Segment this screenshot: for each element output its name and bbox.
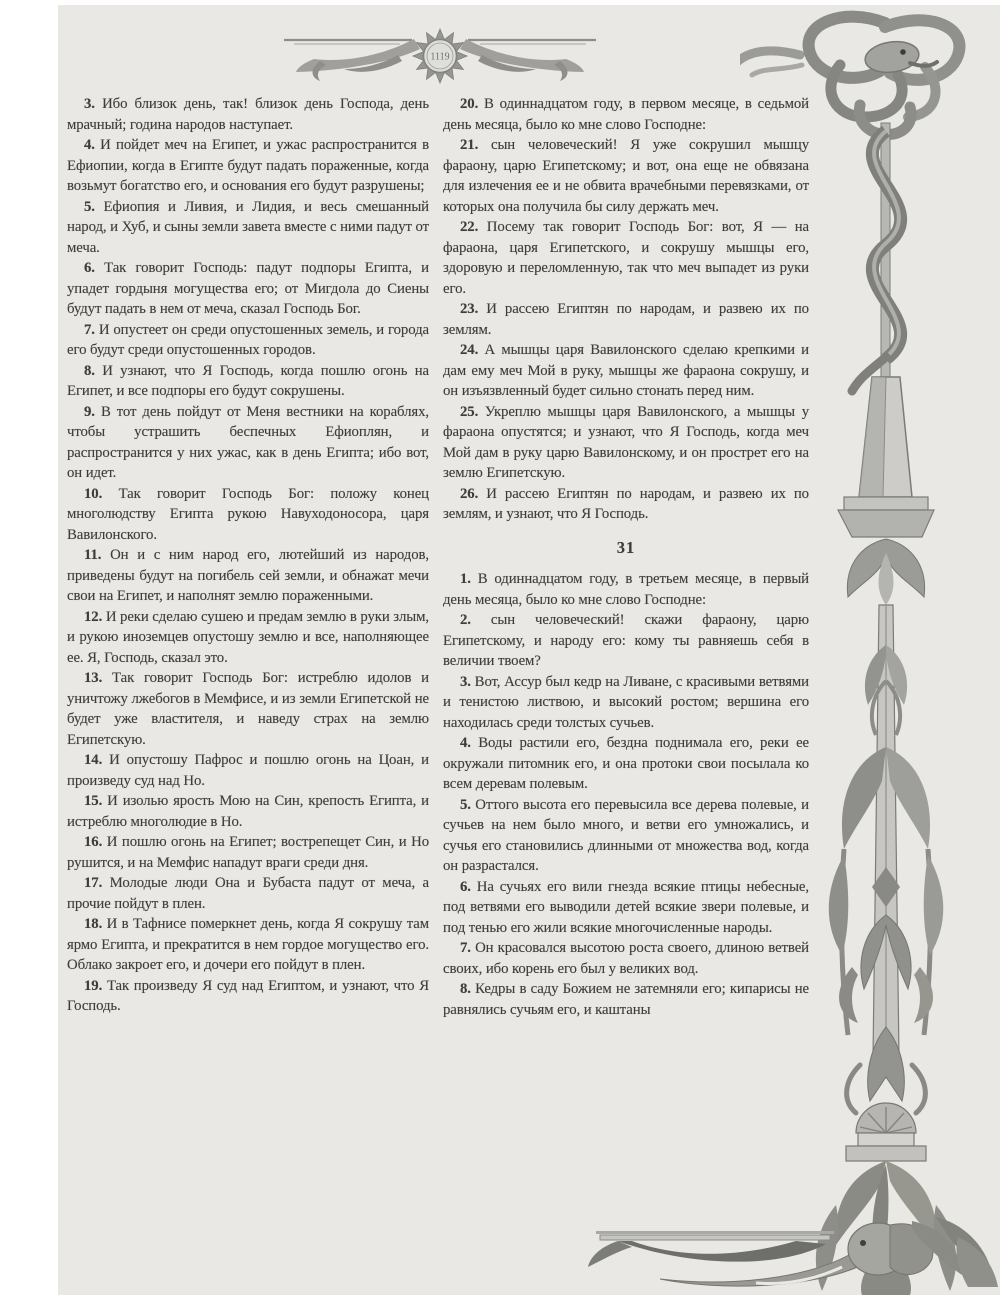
verse-number: 8.: [460, 981, 471, 997]
verse: 4. Воды растили его, бездна поднимала его, реки ее окружали питомник его, и она протоки свои посылала ко всем деревам полевым.: [443, 735, 809, 792]
verse-number: 19.: [84, 977, 103, 994]
verse-number: 23.: [460, 301, 479, 317]
verse-number: 5.: [84, 198, 95, 215]
verse: 19. Так произведу Я суд над Египтом, и узнают, что Я Господь.: [67, 977, 429, 1014]
verse-number: 11.: [84, 547, 102, 563]
verse: 12. И реки сделаю сушею и предам землю в руки злым, и рукою иноземцев опустошу землю и все, наполняющее ее. Я, Господь, сказал это.: [67, 608, 429, 666]
verse-number: 24.: [460, 342, 479, 358]
verse: 6. Так говорит Господь: падут подпоры Египта, и упадет гордыня могущества его; от Мигдола до Сиены будут падать в нем от меча, сказал Господь Бог.: [67, 260, 429, 317]
verse-number: 8.: [84, 362, 95, 379]
verse: 8. И узнают, что Я Господь, когда пошлю огонь на Египет, и все подпоры его будут сокрушены.: [67, 362, 429, 399]
verse-number: 13.: [84, 670, 103, 686]
verse: 10. Так говорит Господь Бог: положу конец многолюдству Египта рукою Навуходоносора, царя Вавилонского.: [67, 485, 429, 543]
page-number: 1119: [430, 51, 450, 63]
sunburst-page-number-ornament: [280, 25, 600, 87]
verse-number: 2.: [460, 612, 471, 628]
book-page: [58, 5, 1000, 1295]
verse-number: 10.: [84, 485, 103, 502]
verse-number: 3.: [460, 673, 471, 690]
verse: 3. Ибо близок день, так! близок день Господа, день мрачный; година народов наступает.: [67, 96, 429, 133]
verse-number: 12.: [84, 608, 103, 625]
verse-number: 15.: [84, 793, 103, 809]
verse-number: 9.: [84, 403, 95, 420]
verse-number: 20.: [460, 96, 479, 112]
verse: 26. И рассею Египтян по народам, и развею их по землям, и узнают, что Я Господь.: [443, 485, 809, 522]
verse-number: 7.: [460, 940, 471, 956]
verse: 1. В одиннадцатом году, в третьем месяце, в первый день месяца, было ко мне слово Господне:: [443, 571, 809, 608]
verse: 3. Вот, Ассур был кедр на Ливане, с красивыми ветвями и тенистою листвою, и высокий ростом; вершина его находилась среди толстых сучьев.: [443, 673, 809, 731]
verse-number: 5.: [460, 796, 471, 813]
verse: 5. Оттого высота его перевысила все дерева полевые, и сучьев на нем было много, и ветви его умножались, и сучья его становились длинными от множества вод, когда он разрастался.: [443, 796, 809, 874]
verse: 17. Молодые люди Она и Бубаста падут от меча, а прочие пойдут в плен.: [67, 875, 429, 912]
verse: 5. Ефиопия и Ливия, и Лидия, и весь смешанный народ, и Хуб, и сыны земли завета вместе с ними падут от меча.: [67, 198, 429, 256]
verse-number: 4.: [84, 137, 95, 153]
verse: 16. И пошлю огонь на Египет; вострепещет Син, и Но рушится, и на Мемфис нападут враги среди дня.: [67, 834, 429, 871]
verse: 4. И пойдет меч на Египет, и ужас распространится в Ефиопии, когда в Египте будут падать пораженные, когда возьмут богатство его, и основания его будут разрушены;: [67, 137, 429, 194]
serpent-column-engraving: [740, 5, 1000, 1295]
chapter-heading: 31: [616, 537, 636, 557]
verse: 23. И рассею Египтян по народам, и развею их по землям.: [443, 301, 809, 338]
verse: 18. И в Тафнисе померкнет день, когда Я сокрушу там ярмо Египта, и прекратится в нем гордое могущество его. Облако закроет его, и дочери его пойдут в плен.: [67, 916, 429, 973]
verse-number: 1.: [460, 571, 471, 587]
verse: 7. Он красовался высотою роста своего, длиною ветвей своих, ибо корень его был у великих вод.: [443, 940, 809, 977]
verse: 6. На сучьях его вили гнезда всякие птицы небесные, под ветвями его выводили детей всякие звери полевые, и под тенью его жили всякие многочисленные народы.: [443, 878, 809, 936]
verse: 25. Укреплю мышцы царя Вавилонского, а мышцы у фараона опустятся; и узнают, что Я Господь, когда меч Мой дам в руку царю Вавилонскому, и он прострет его на землю Египетскую.: [443, 403, 809, 481]
verse-number: 6.: [460, 878, 471, 895]
verse: 14. И опустошу Пафрос и пошлю огонь на Цоан, и произведу суд над Но.: [67, 752, 429, 789]
verse-number: 16.: [84, 834, 103, 850]
verse-number: 14.: [84, 752, 103, 768]
verse-number: 18.: [84, 916, 103, 932]
verse: 11. Он и с ним народ его, лютейший из народов, приведены будут на погибель сей земли, и обнажат мечи свои на Египет, и наполнят землю пораженными.: [67, 547, 429, 604]
verse: 8. Кедры в саду Божием не затемняли его; кипарисы не равнялись сучьям его, и каштаны: [443, 981, 809, 1018]
text-column-left: [67, 94, 429, 1017]
verse-number: 17.: [84, 875, 103, 891]
verse-number: 26.: [460, 485, 479, 502]
verse-number: 21.: [460, 137, 479, 153]
verse-number: 25.: [460, 403, 479, 420]
verse: 21. сын человеческий! Я уже сокрушил мышцу фараону, царю Египетскому; и вот, она еще не обвязана для излечения ее и не обвита врачебными перевязками, от которых она получила бы силу держать меч.: [443, 137, 809, 215]
elephant-base-engraving: [560, 1217, 1000, 1295]
verse: 13. Так говорит Господь Бог: истреблю идолов и уничтожу лжебогов в Мемфисе, и из земли Египетской не будет уже властителя, и наведу страх на землю Египетскую.: [67, 670, 429, 748]
verse-number: 4.: [460, 735, 471, 751]
verse: 2. сын человеческий! скажи фараону, царю Египетскому, и народу его: кому ты равняешь себя в величии твоем?: [443, 612, 809, 669]
verse-number: 3.: [84, 96, 95, 112]
verse: 7. И опустеет он среди опустошенных земель, и города его будут среди опустошенных городов.: [67, 321, 429, 358]
verse: 20. В одиннадцатом году, в первом месяце, в седьмой день месяца, было ко мне слово Господне:: [443, 96, 809, 133]
verse-number: 6.: [84, 260, 95, 276]
verse: 24. А мышцы царя Вавилонского сделаю крепкими и дам ему меч Мой в руку, мышцы же фараона сокрушу, и он изъязвленный будет сильно стонать перед ним.: [443, 342, 809, 399]
verse-number: 22.: [460, 219, 479, 235]
verse-number: 7.: [84, 321, 95, 338]
verse: 22. Посему так говорит Господь Бог: вот, Я — на фараона, царя Египетского, и сокрушу мышцы его, здоровую и переломленную, так что меч выпадет из руки его.: [443, 219, 809, 297]
verse: 9. В тот день пойдут от Меня вестники на кораблях, чтобы устрашить беспечных Ефиоплян, и распространится у них ужас, как в день Египта; ибо вот, он идет.: [67, 403, 429, 481]
verse: 15. И изолью ярость Мою на Син, крепость Египта, и истреблю многолюдие в Но.: [67, 793, 429, 830]
